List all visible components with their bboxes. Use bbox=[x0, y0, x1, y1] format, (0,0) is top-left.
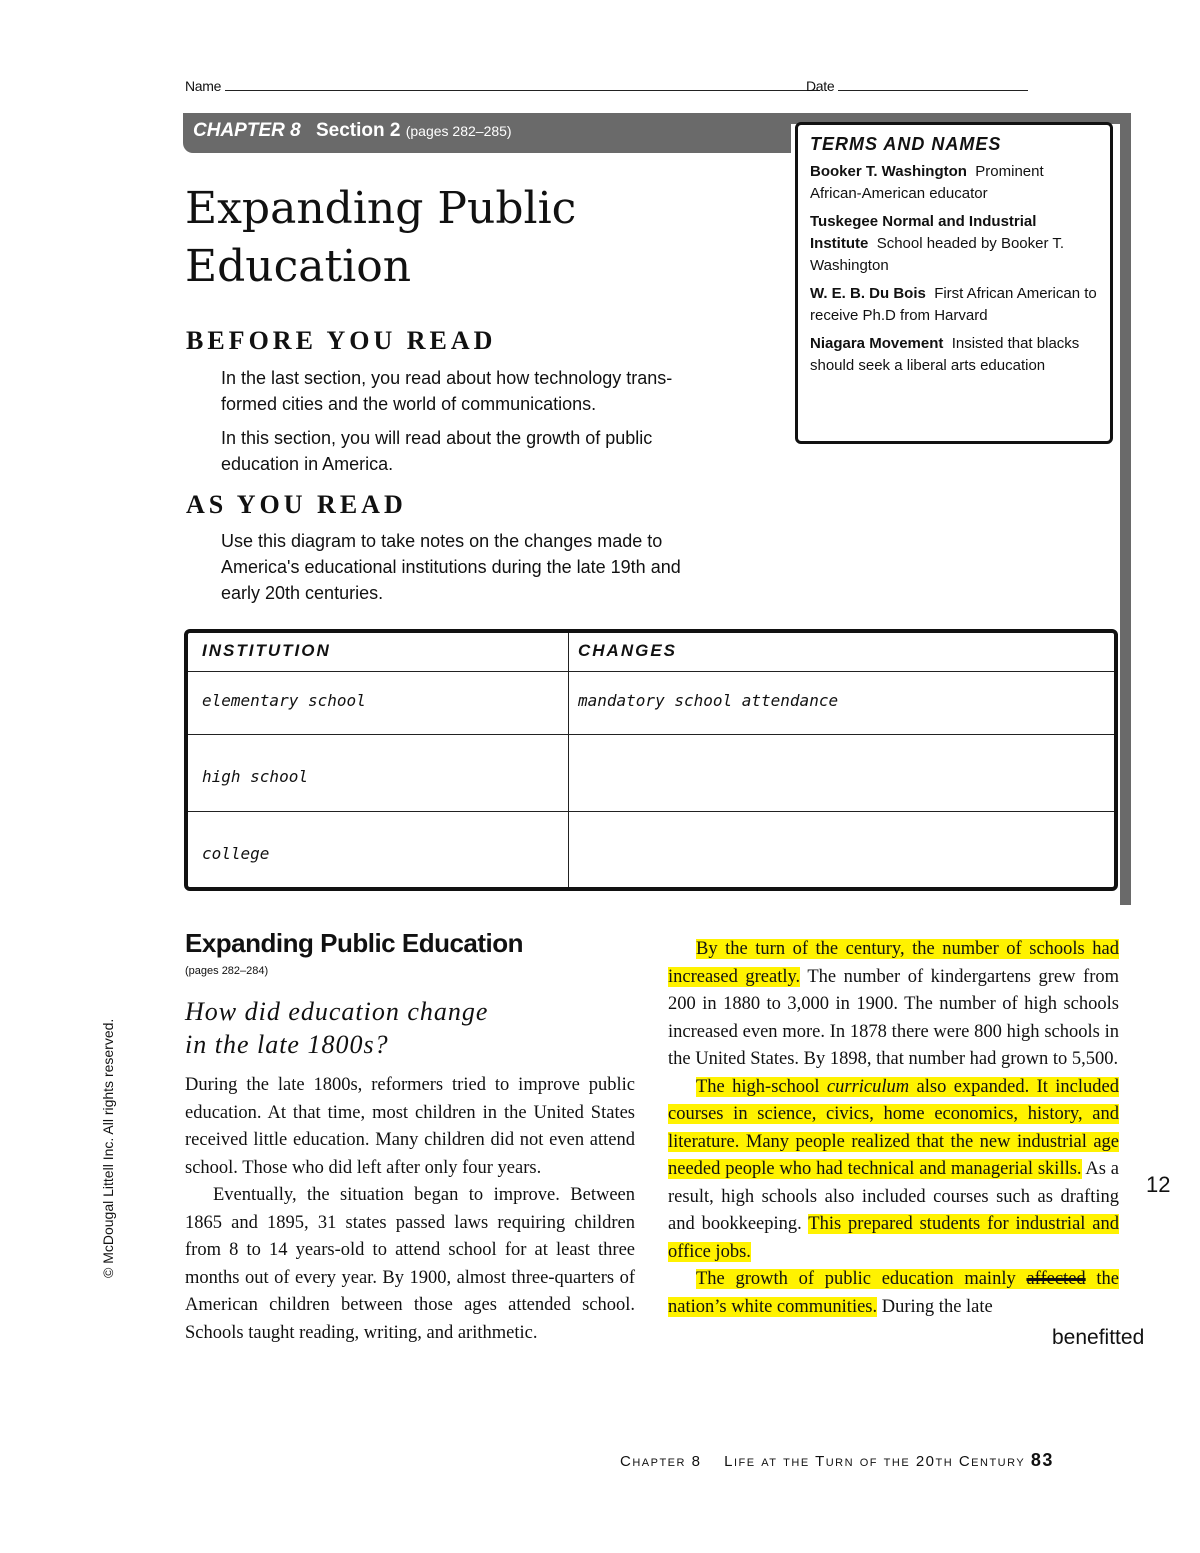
as-you-read-text bbox=[221, 528, 781, 606]
highlight: By the turn of the century, the number of schools had increased greatly. bbox=[668, 939, 1119, 987]
page-title bbox=[185, 180, 576, 296]
paragraph: Eventually, the situation began to improve. Between 1865 and 1895, 31 states passed laws requiring children from 8 to 14 years-old to attend school for at least three months out of every year. By 1900, almost three-quarters of American children between those ages attended school. Schools taught reading, writing, and arithmetic. bbox=[185, 1185, 635, 1343]
highlight bbox=[668, 1077, 1119, 1180]
term-def: Prominent African-American educator bbox=[810, 163, 1044, 202]
struck-word: affected bbox=[1026, 1269, 1086, 1289]
cell-changes[interactable]: mandatory school attendance bbox=[578, 691, 839, 710]
term-def: Insisted that blacks should seek a liberal arts education bbox=[810, 335, 1080, 374]
ayr-line: Use this diagram to take notes on the changes made to bbox=[221, 531, 663, 551]
column-divider bbox=[568, 633, 569, 887]
text-span: the nation’s white communities. bbox=[668, 1269, 1119, 1317]
terms-heading: TERMS AND NAMES bbox=[810, 134, 1002, 154]
terms-box bbox=[795, 122, 1113, 444]
date-line[interactable] bbox=[838, 78, 1028, 91]
term-def: School headed by Booker T. Washington bbox=[810, 235, 1065, 274]
as-you-read-heading: AS YOU READ bbox=[186, 490, 407, 519]
before-you-read-heading: BEFORE YOU READ bbox=[186, 326, 497, 355]
byr-line: In the last section, you read about how technology trans- bbox=[221, 368, 673, 388]
term-item bbox=[810, 161, 1098, 205]
page-number: 83 bbox=[1030, 1450, 1054, 1470]
ayr-line: early 20th centuries. bbox=[221, 583, 384, 603]
title-line-1: Expanding Public bbox=[185, 183, 577, 234]
ayr-line: America's educational institutions during the late 19th and bbox=[221, 557, 681, 577]
name-label: Name bbox=[185, 78, 222, 94]
highlight: This prepared students for industrial and office jobs. bbox=[668, 1214, 1119, 1262]
chapter-pages: (pages 282–285) bbox=[405, 123, 512, 139]
paragraph: During the late 1800s, reformers tried to improve public education. At that time, most children in the United States received little education. Many children did not even attend school. Those who did left after only four years. bbox=[185, 1075, 635, 1178]
side-bar bbox=[1120, 113, 1131, 905]
copyright: © McDougal Littell Inc. All rights reserved. bbox=[100, 1018, 116, 1278]
title-line-2: Education bbox=[185, 241, 412, 292]
annotation-word: benefitted bbox=[1052, 1326, 1145, 1349]
chapter-label: CHAPTER 8 bbox=[193, 120, 301, 141]
text-span: The high-school bbox=[696, 1076, 827, 1097]
term-name: Booker T. Washington bbox=[810, 163, 967, 180]
text-span: As a result, high schools also included courses such as drafting and bookkeeping. bbox=[668, 1159, 1119, 1234]
term-def: First African American to receive Ph.D from Harvard bbox=[810, 285, 1097, 324]
term-item bbox=[810, 333, 1098, 377]
paragraph bbox=[668, 1266, 1119, 1321]
term-name: Niagara Movement bbox=[810, 335, 944, 352]
footer-chapter: Chapter 8 bbox=[620, 1453, 702, 1470]
term-item bbox=[810, 211, 1098, 277]
term-name: Tuskegee Normal and Industrial Institute bbox=[810, 213, 1037, 252]
page-footer bbox=[620, 1450, 1054, 1471]
section-label: Section 2 bbox=[315, 120, 401, 141]
date-field[interactable] bbox=[806, 78, 1028, 94]
footer-title: Life at the Turn of the 20th Century bbox=[724, 1453, 1026, 1470]
cell-institution: high school bbox=[202, 767, 308, 786]
notes-table bbox=[184, 629, 1118, 891]
cell-institution: elementary school bbox=[202, 691, 366, 710]
left-column-text bbox=[185, 1072, 635, 1347]
curriculum-term: curriculum bbox=[826, 1076, 910, 1097]
byr-line: formed cities and the world of communications. bbox=[221, 394, 597, 414]
question-line-2: in the late 1800s? bbox=[185, 1030, 389, 1059]
date-label: Date bbox=[806, 78, 835, 94]
annotation-number: 12 bbox=[1146, 1172, 1171, 1197]
text-span: also expanded. It included courses in science, civics, home economics, history, and literature. Many people realized that the new industrial age needed people who had technical and managerial skills. bbox=[668, 1076, 1119, 1179]
chapter-bar bbox=[183, 113, 791, 153]
before-you-read-text bbox=[221, 365, 781, 477]
term-name: W. E. B. Du Bois bbox=[810, 285, 926, 302]
right-column-text bbox=[668, 936, 1119, 1321]
term-item bbox=[810, 283, 1098, 327]
byr-line: In this section, you will read about the growth of public bbox=[221, 428, 653, 448]
text-span: During the late bbox=[877, 1296, 993, 1317]
column-header-changes: CHANGES bbox=[578, 641, 678, 660]
byr-line: education in America. bbox=[221, 454, 394, 474]
name-field[interactable] bbox=[185, 78, 820, 94]
text-span: The growth of public education mainly bbox=[696, 1269, 1027, 1289]
paragraph bbox=[668, 1074, 1119, 1267]
column-header-institution: INSTITUTION bbox=[202, 641, 331, 660]
paragraph bbox=[668, 936, 1119, 1074]
section-pages: (pages 282–284) bbox=[185, 965, 269, 977]
section-heading: Expanding Public Education bbox=[185, 928, 524, 958]
table-row bbox=[188, 734, 1114, 812]
text-span: The number of kindergartens grew from 200 in 1880 to 3,000 in 1900. The number of high schools increased even more. In 1878 there were 800 high schools in the United States. By 1898, that number had grown to 5,500. bbox=[668, 966, 1119, 1069]
question-line-1: How did education change bbox=[185, 997, 489, 1026]
cell-institution: college bbox=[202, 844, 270, 863]
section-question bbox=[185, 995, 488, 1061]
name-line[interactable] bbox=[225, 78, 820, 91]
